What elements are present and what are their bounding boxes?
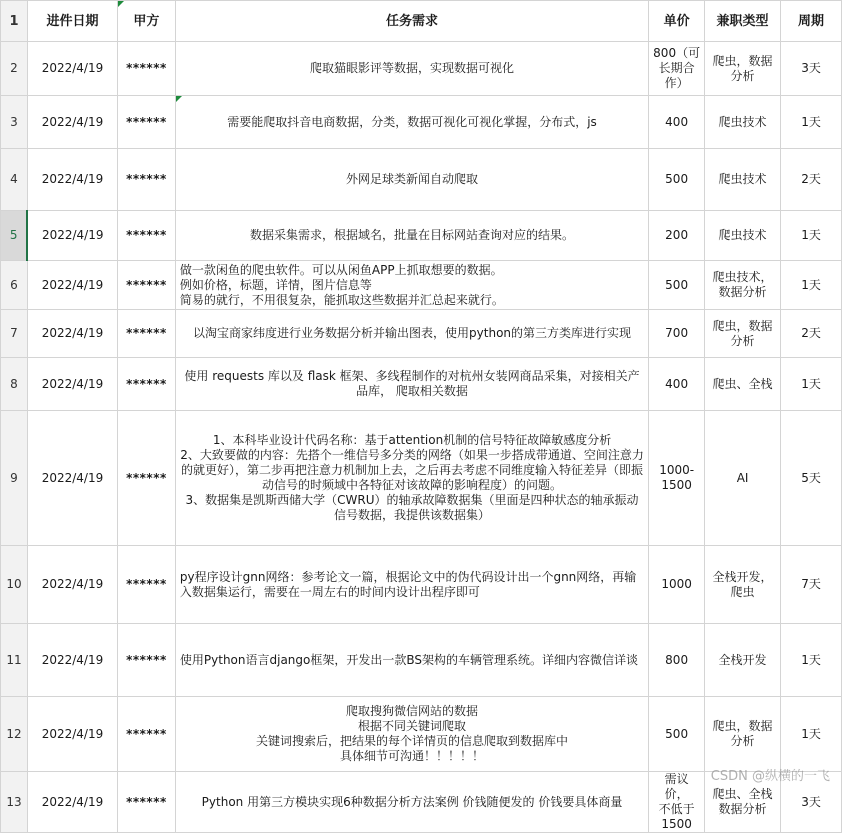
cell-date[interactable]: 2022/4/19 xyxy=(27,261,117,310)
cell-date[interactable]: 2022/4/19 xyxy=(27,546,117,624)
cell-task[interactable]: 外网足球类新闻自动爬取 xyxy=(175,149,648,211)
cell-date[interactable]: 2022/4/19 xyxy=(27,624,117,697)
cell-date[interactable]: 2022/4/19 xyxy=(27,697,117,772)
cell-party[interactable]: ****** xyxy=(117,261,175,310)
row-number[interactable]: 13 xyxy=(1,772,28,833)
cell-type[interactable]: 爬虫，数据 分析 xyxy=(705,42,781,96)
row-number[interactable]: 8 xyxy=(1,358,28,411)
cell-date[interactable]: 2022/4/19 xyxy=(27,211,117,261)
cell-task[interactable]: 以淘宝商家纬度进行业务数据分析并输出图表，使用python的第三方类库进行实现 xyxy=(175,310,648,358)
cell-task[interactable]: 爬取猫眼影评等数据，实现数据可视化 xyxy=(175,42,648,96)
cell-task[interactable]: 做一款闲鱼的爬虫软件。可以从闲鱼APP上抓取想要的数据。 例如价格，标题，详情，图片信息等 简易的就行，不用很复杂，能抓取这些数据并汇总起来就行。 xyxy=(175,261,648,310)
cell-type[interactable]: 爬虫技术 xyxy=(705,149,781,211)
cell-date[interactable]: 2022/4/19 xyxy=(27,772,117,833)
cell-party[interactable]: ****** xyxy=(117,310,175,358)
cell-task[interactable]: 爬取搜狗微信网站的数据 根据不同关键词爬取 关键词搜索后，把结果的每个详情页的信息爬取到数据库中 具体细节可沟通！！！！！ xyxy=(175,697,648,772)
cell-type[interactable]: 爬虫技术 xyxy=(705,96,781,149)
table-row xyxy=(1,211,842,261)
cell-price[interactable]: 400 xyxy=(649,96,705,149)
cell-task[interactable]: 使用Python语言django框架，开发出一款BS架构的车辆管理系统。详细内容微信详谈 xyxy=(175,624,648,697)
row-number[interactable]: 2 xyxy=(1,42,28,96)
row-number[interactable]: 10 xyxy=(1,546,28,624)
cell-price[interactable]: 需议价， 不低于 1500 xyxy=(649,772,705,833)
cell-price[interactable]: 800 xyxy=(649,624,705,697)
cell-party[interactable]: ****** xyxy=(117,624,175,697)
cell-task[interactable]: py程序设计gnn网络：参考论文一篇，根据论文中的伪代码设计出一个gnn网络，再输入数据集运行，需要在一周左右的时间内设计出程序即可 xyxy=(175,546,648,624)
cell-type[interactable]: 全栈开发， 爬虫 xyxy=(705,546,781,624)
header-row xyxy=(1,1,842,42)
cell-party[interactable]: ****** xyxy=(117,772,175,833)
cell-period[interactable]: 1天 xyxy=(781,261,842,310)
cell-task[interactable]: Python 用第三方模块实现6种数据分析方法案例 价钱随便发的 价钱要具体商量 xyxy=(175,772,648,833)
table-row xyxy=(1,42,842,96)
cell-party[interactable]: ****** xyxy=(117,96,175,149)
cell-type[interactable]: AI xyxy=(705,411,781,546)
cell-price[interactable]: 800（可 长期合 作） xyxy=(649,42,705,96)
cell-task[interactable]: 数据采集需求，根据域名，批量在目标网站查询对应的结果。 xyxy=(175,211,648,261)
row-number[interactable]: 9 xyxy=(1,411,28,546)
cell-period[interactable]: 7天 xyxy=(781,546,842,624)
table-row xyxy=(1,411,842,546)
cell-price[interactable]: 200 xyxy=(649,211,705,261)
row-number[interactable]: 1 xyxy=(1,1,28,42)
cell-party[interactable]: ****** xyxy=(117,211,175,261)
cell-period[interactable]: 1天 xyxy=(781,697,842,772)
table-row xyxy=(1,624,842,697)
cell-party[interactable]: ****** xyxy=(117,546,175,624)
cell-task[interactable]: 1、本科毕业设计代码名称：基于attention机制的信号特征故障敏感度分析 2、大致要做的内容：先搭个一维信号多分类的网络（如果一步搭成带通道、空间注意力的就更好），第二步再把注意力机制加上去，之后再去考虑不同维度输入特征差异（即振动信号的时频域中各特征对该故障的影响程度）的问题。 3、数据集是凯斯西储大学（CWRU）的轴承故障数据集（里面是四种状态的轴承振动信号数据，我提供该数据集） xyxy=(175,411,648,546)
cell-date[interactable]: 2022/4/19 xyxy=(27,96,117,149)
cell-period[interactable]: 3天 xyxy=(781,772,842,833)
table-row xyxy=(1,358,842,411)
cell-price[interactable]: 400 xyxy=(649,358,705,411)
header-task[interactable]: 任务需求 xyxy=(175,1,648,42)
row-number[interactable]: 3 xyxy=(1,96,28,149)
cell-price[interactable]: 700 xyxy=(649,310,705,358)
cell-price[interactable]: 1000 xyxy=(649,546,705,624)
cell-party[interactable]: ****** xyxy=(117,697,175,772)
cell-date[interactable]: 2022/4/19 xyxy=(27,411,117,546)
row-number[interactable]: 7 xyxy=(1,310,28,358)
row-number[interactable]: 5 xyxy=(1,211,28,261)
table-row xyxy=(1,96,842,149)
table-row xyxy=(1,310,842,358)
cell-period[interactable]: 2天 xyxy=(781,149,842,211)
cell-type[interactable]: 全栈开发 xyxy=(705,624,781,697)
cell-period[interactable]: 3天 xyxy=(781,42,842,96)
cell-party[interactable]: ****** xyxy=(117,411,175,546)
table-row xyxy=(1,697,842,772)
row-number[interactable]: 12 xyxy=(1,697,28,772)
header-period[interactable]: 周期 xyxy=(781,1,842,42)
cell-date[interactable]: 2022/4/19 xyxy=(27,310,117,358)
header-type[interactable]: 兼职类型 xyxy=(705,1,781,42)
table-row xyxy=(1,546,842,624)
cell-period[interactable]: 5天 xyxy=(781,411,842,546)
row-number[interactable]: 6 xyxy=(1,261,28,310)
cell-type[interactable]: 爬虫、全栈 xyxy=(705,358,781,411)
cell-date[interactable]: 2022/4/19 xyxy=(27,358,117,411)
cell-task[interactable]: 需要能爬取抖音电商数据，分类，数据可视化可视化掌握，分布式，js xyxy=(175,96,648,149)
table-row xyxy=(1,149,842,211)
header-date[interactable]: 进件日期 xyxy=(27,1,117,42)
cell-price[interactable]: 1000- 1500 xyxy=(649,411,705,546)
table-row xyxy=(1,261,842,310)
cell-date[interactable]: 2022/4/19 xyxy=(27,149,117,211)
cell-party[interactable]: ****** xyxy=(117,42,175,96)
cell-period[interactable]: 1天 xyxy=(781,96,842,149)
header-party[interactable]: 甲方 xyxy=(117,1,175,42)
cell-type[interactable]: 爬虫技术， 数据分析 xyxy=(705,261,781,310)
cell-date[interactable]: 2022/4/19 xyxy=(27,42,117,96)
cell-period[interactable]: 1天 xyxy=(781,624,842,697)
watermark: CSDN @纵横的一飞 xyxy=(710,769,830,784)
cell-price[interactable]: 500 xyxy=(649,697,705,772)
row-number[interactable]: 4 xyxy=(1,149,28,211)
cell-price[interactable]: 500 xyxy=(649,261,705,310)
cell-period[interactable]: 1天 xyxy=(781,358,842,411)
cell-price[interactable]: 500 xyxy=(649,149,705,211)
cell-type[interactable]: 爬虫技术 xyxy=(705,211,781,261)
cell-type[interactable]: 爬虫，数据 分析 xyxy=(705,697,781,772)
table-row xyxy=(1,772,842,833)
cell-party[interactable]: ****** xyxy=(117,149,175,211)
cell-party[interactable]: ****** xyxy=(117,358,175,411)
header-price[interactable]: 单价 xyxy=(649,1,705,42)
cell-type[interactable]: 爬虫，数据 分析 xyxy=(705,310,781,358)
cell-period[interactable]: 2天 xyxy=(781,310,842,358)
cell-type[interactable]: 爬虫、全栈 数据分析 xyxy=(705,772,781,833)
row-number[interactable]: 11 xyxy=(1,624,28,697)
cell-task[interactable]: 使用 requests 库以及 flask 框架、多线程制作的对杭州女装网商品采集，对接相关产品库， 爬取相关数据 xyxy=(175,358,648,411)
cell-period[interactable]: 1天 xyxy=(781,211,842,261)
